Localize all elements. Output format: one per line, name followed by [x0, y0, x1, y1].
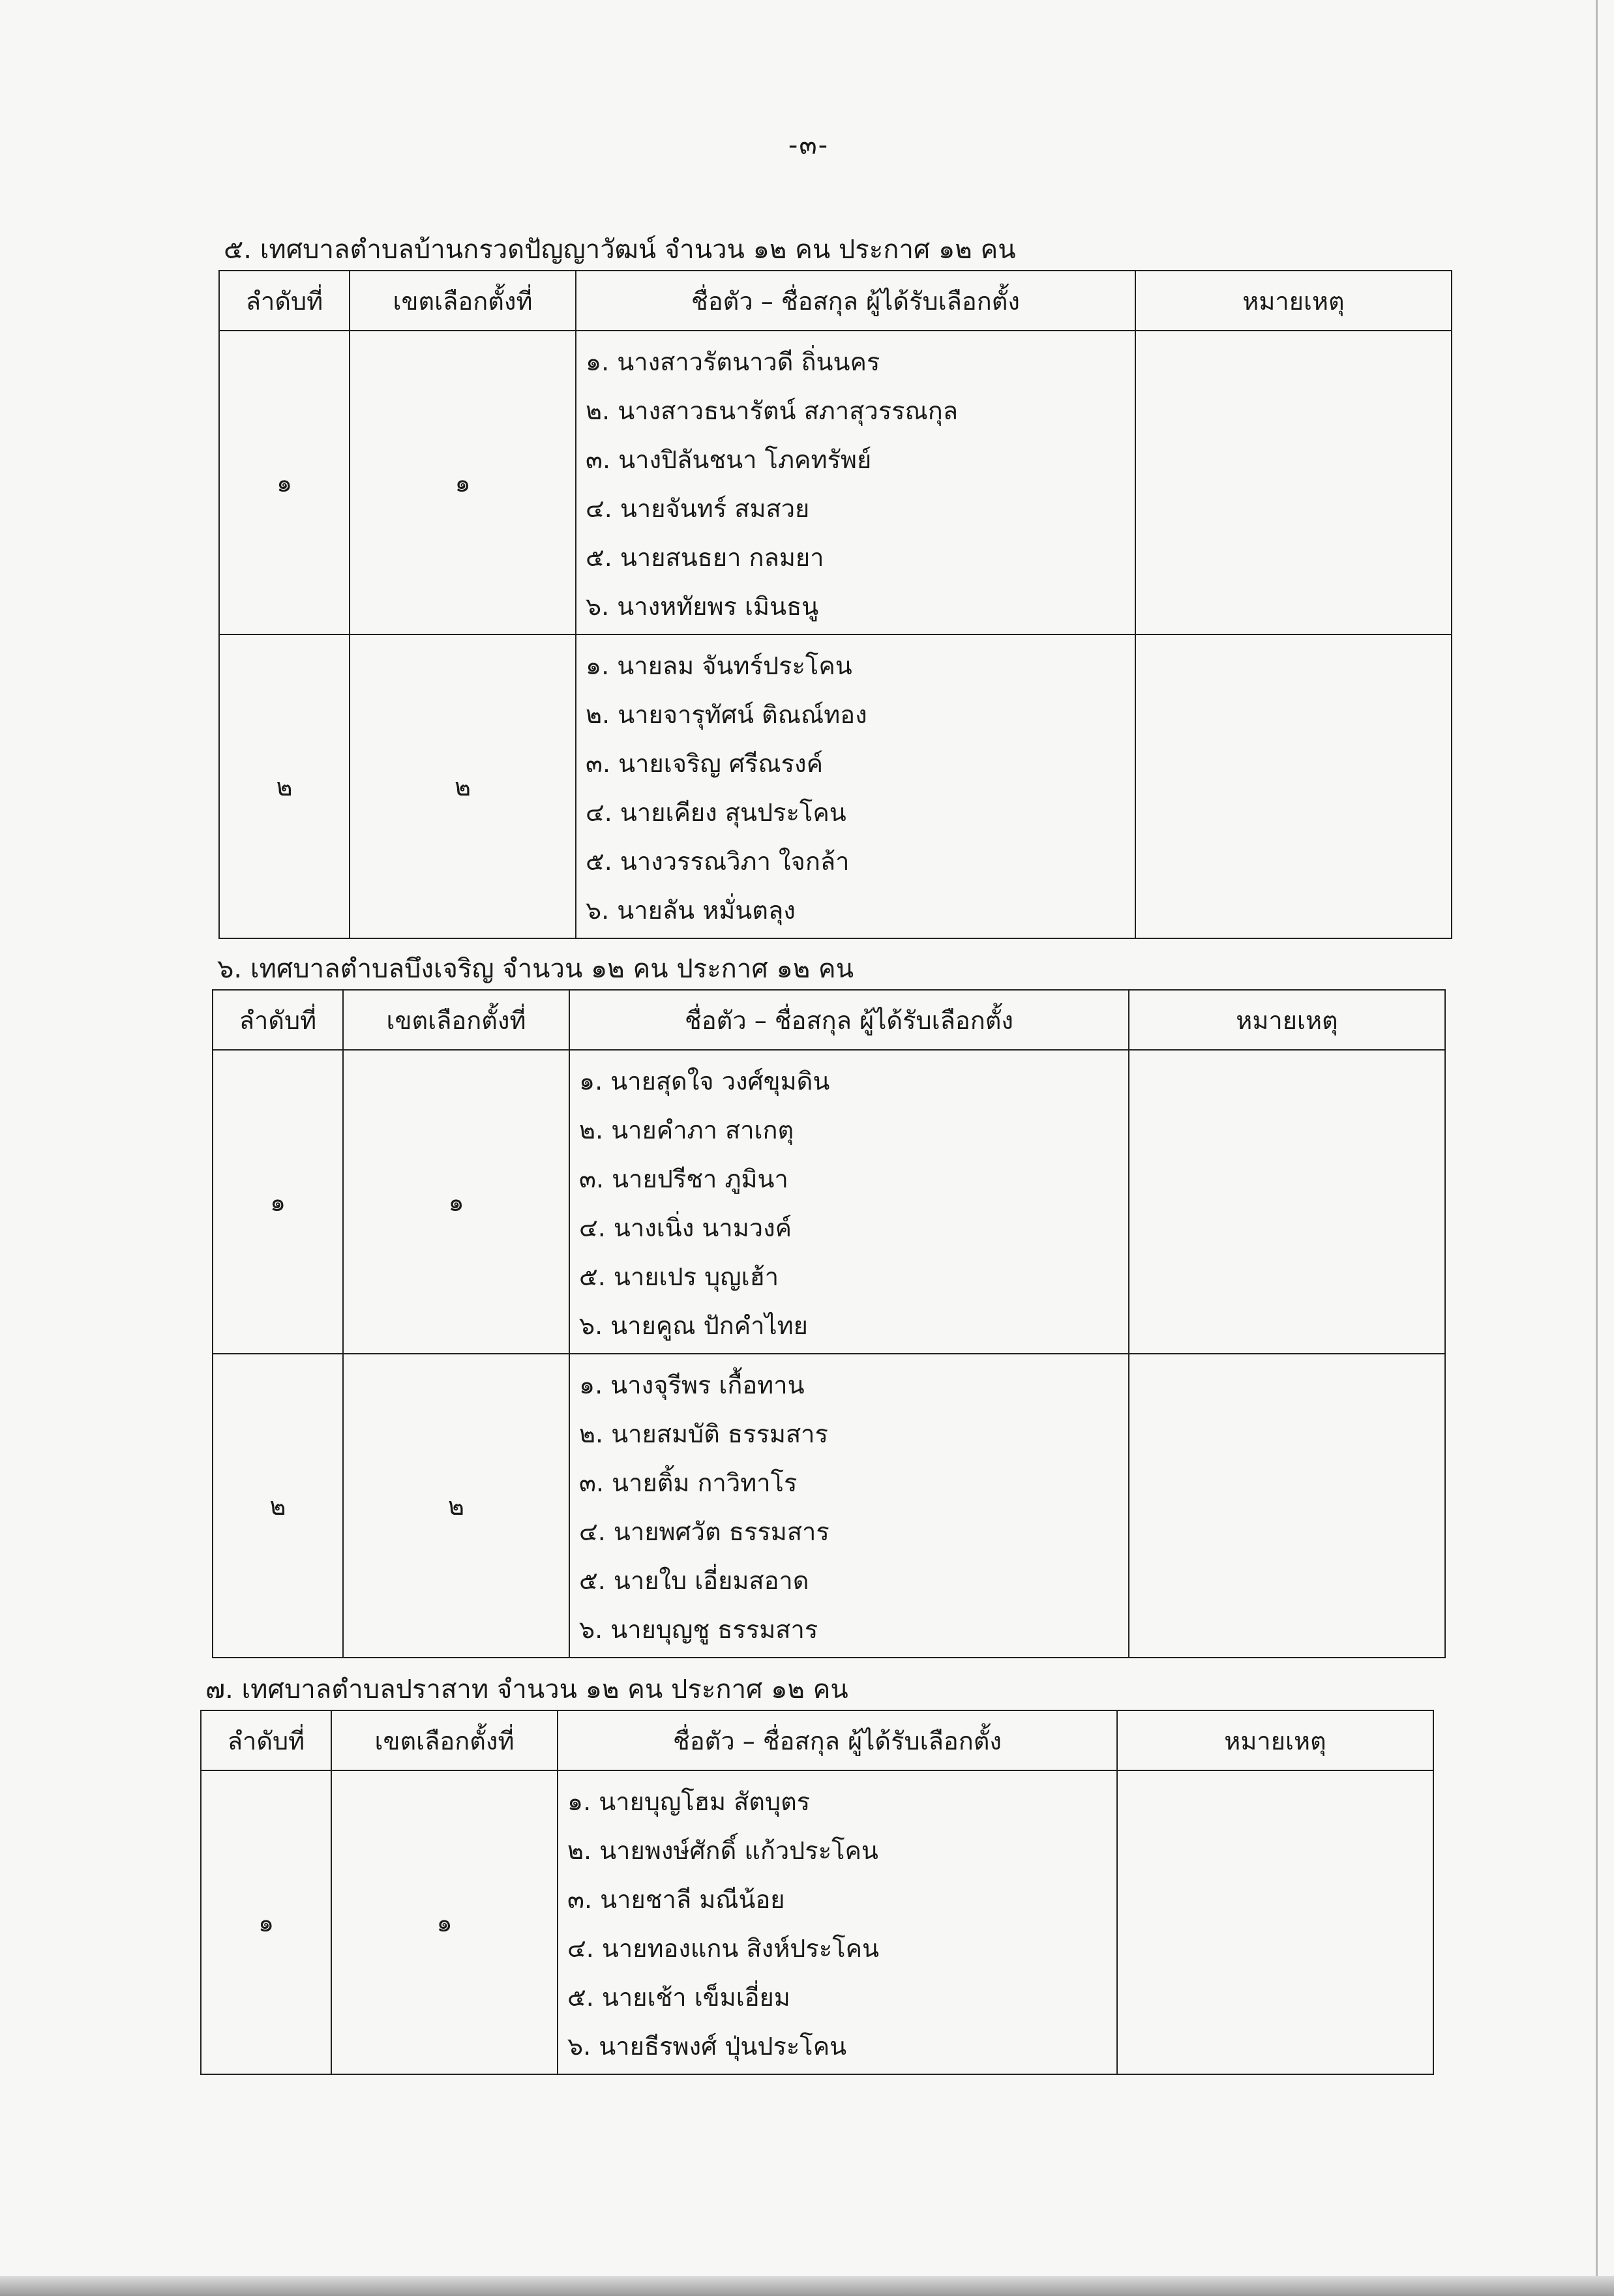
elected-name: ๒. นางสาวธนารัตน์ สภาสุวรรณกุล [586, 396, 959, 425]
column-header-names: ชื่อตัว – ชื่อสกุล ผู้ได้รับเลือกตั้ง [576, 271, 1135, 331]
order-cell: ๒ [219, 634, 350, 938]
elected-name: ๓. นางปิลันชนา โภคทรัพย์ [586, 445, 872, 474]
column-header-names: ชื่อตัว – ชื่อสกุล ผู้ได้รับเลือกตั้ง [569, 990, 1129, 1050]
elected-name: ๔. นายจันทร์ สมสวย [586, 494, 810, 523]
column-header-district: เขตเลือกตั้งที่ [343, 990, 569, 1050]
elected-name: ๕. นางวรรณวิภา ใจกล้า [586, 847, 850, 876]
table-row [201, 1770, 1433, 2074]
table-row [219, 331, 1452, 634]
note-cell [1129, 1050, 1445, 1354]
column-header-district: เขตเลือกตั้งที่ [331, 1710, 558, 1770]
table-row [219, 634, 1452, 938]
names-cell [569, 1354, 1129, 1658]
results-table [212, 989, 1446, 1658]
section-5 [218, 230, 1452, 939]
elected-name: ๖. นายธีรพงศ์ ปุ่นประโคน [567, 2032, 847, 2061]
table-header-row [201, 1710, 1433, 1770]
elected-name: ๒. นายจารุทัศน์ ติณณ์ทอง [586, 700, 867, 729]
elected-name: ๕. นายเช้า เข็มเอี่ยม [567, 1983, 790, 2012]
section-title: ๖. เทศบาลตำบลบึงเจริญ จำนวน ๑๒ คน ประกาศ ๑๒ คน [217, 954, 854, 984]
section-7 [200, 1669, 1434, 2075]
elected-name: ๖. นางหทัยพร เมินธนู [586, 592, 819, 621]
note-cell [1129, 1354, 1445, 1658]
order-cell: ๑ [219, 331, 350, 634]
elected-name: ๒. นายพงษ์ศักดิ์ แก้วประโคน [567, 1836, 878, 1865]
table-header-row [219, 271, 1452, 331]
elected-name: ๖. นายคูณ ปักคำไทย [579, 1311, 808, 1340]
elected-name: ๔. นางเนิ่ง นามวงค์ [579, 1214, 792, 1242]
column-header-note: หมายเหตุ [1129, 990, 1445, 1050]
elected-name: ๒. นายคำภา สาเกตุ [579, 1116, 794, 1144]
district-cell: ๒ [343, 1354, 569, 1658]
column-header-note: หมายเหตุ [1135, 271, 1452, 331]
names-cell [558, 1770, 1117, 2074]
names-cell [576, 634, 1135, 938]
table-header-row [213, 990, 1445, 1050]
order-cell: ๑ [201, 1770, 331, 2074]
column-header-names: ชื่อตัว – ชื่อสกุล ผู้ได้รับเลือกตั้ง [558, 1710, 1117, 1770]
order-cell: ๒ [213, 1354, 343, 1658]
district-cell: ๑ [331, 1770, 558, 2074]
elected-name: ๔. นายทองแกน สิงห์ประโคน [567, 1934, 880, 1963]
elected-name: ๕. นายเปร บุญเฮ้า [579, 1262, 779, 1291]
section-title: ๕. เทศบาลตำบลบ้านกรวดปัญญาวัฒน์ จำนวน ๑๒ คน ประกาศ ๑๒ คน [224, 235, 1016, 265]
section-title: ๗. เทศบาลตำบลปราสาท จำนวน ๑๒ คน ประกาศ ๑๒ คน [205, 1675, 848, 1705]
elected-name: ๓. นายปรีชา ภูมินา [579, 1165, 788, 1193]
district-cell: ๒ [350, 634, 576, 938]
elected-name: ๖. นายบุญชู ธรรมสาร [579, 1615, 818, 1644]
elected-name: ๒. นายสมบัติ ธรรมสาร [579, 1420, 828, 1448]
elected-name: ๕. นายสนธยา กลมยา [586, 543, 824, 572]
elected-name: ๓. นายเจริญ ศรีณรงค์ [586, 749, 824, 778]
results-table [200, 1710, 1434, 2075]
table-row [213, 1354, 1445, 1658]
elected-name: ๑. นายบุญโฮม สัตบุตร [567, 1787, 811, 1816]
column-header-note: หมายเหตุ [1117, 1710, 1433, 1770]
note-cell [1135, 331, 1452, 634]
column-header-district: เขตเลือกตั้งที่ [350, 271, 576, 331]
elected-name: ๑. นางสาวรัตนาวดี ถิ่นนคร [586, 348, 880, 376]
note-cell [1135, 634, 1452, 938]
scan-bottom-band [0, 2276, 1614, 2296]
page-number: -๓- [788, 130, 829, 160]
note-cell [1117, 1770, 1433, 2074]
names-cell [569, 1050, 1129, 1354]
results-table [218, 270, 1452, 939]
elected-name: ๖. นายลัน หมั่นตลุง [586, 896, 796, 925]
names-cell [576, 331, 1135, 634]
table-row [213, 1050, 1445, 1354]
district-cell: ๑ [350, 331, 576, 634]
elected-name: ๕. นายใบ เอี่ยมสอาด [579, 1566, 809, 1595]
elected-name: ๔. นายเคียง สุนประโคน [586, 798, 846, 827]
elected-name: ๔. นายพศวัต ธรรมสาร [579, 1517, 829, 1546]
elected-name: ๑. นายลม จันทร์ประโคน [586, 651, 852, 680]
elected-name: ๑. นายสุดใจ วงศ์ขุมดิน [579, 1067, 830, 1096]
section-6 [212, 949, 1446, 1658]
order-cell: ๑ [213, 1050, 343, 1354]
district-cell: ๑ [343, 1050, 569, 1354]
elected-name: ๓. นายติ้ม กาวิทาโร [579, 1469, 798, 1497]
column-header-order: ลำดับที่ [201, 1710, 331, 1770]
column-header-order: ลำดับที่ [213, 990, 343, 1050]
elected-name: ๑. นางจุรีพร เกื้อทาน [579, 1371, 805, 1399]
scan-edge-line [1596, 0, 1598, 2296]
column-header-order: ลำดับที่ [219, 271, 350, 331]
elected-name: ๓. นายชาลี มณีน้อย [567, 1885, 785, 1914]
